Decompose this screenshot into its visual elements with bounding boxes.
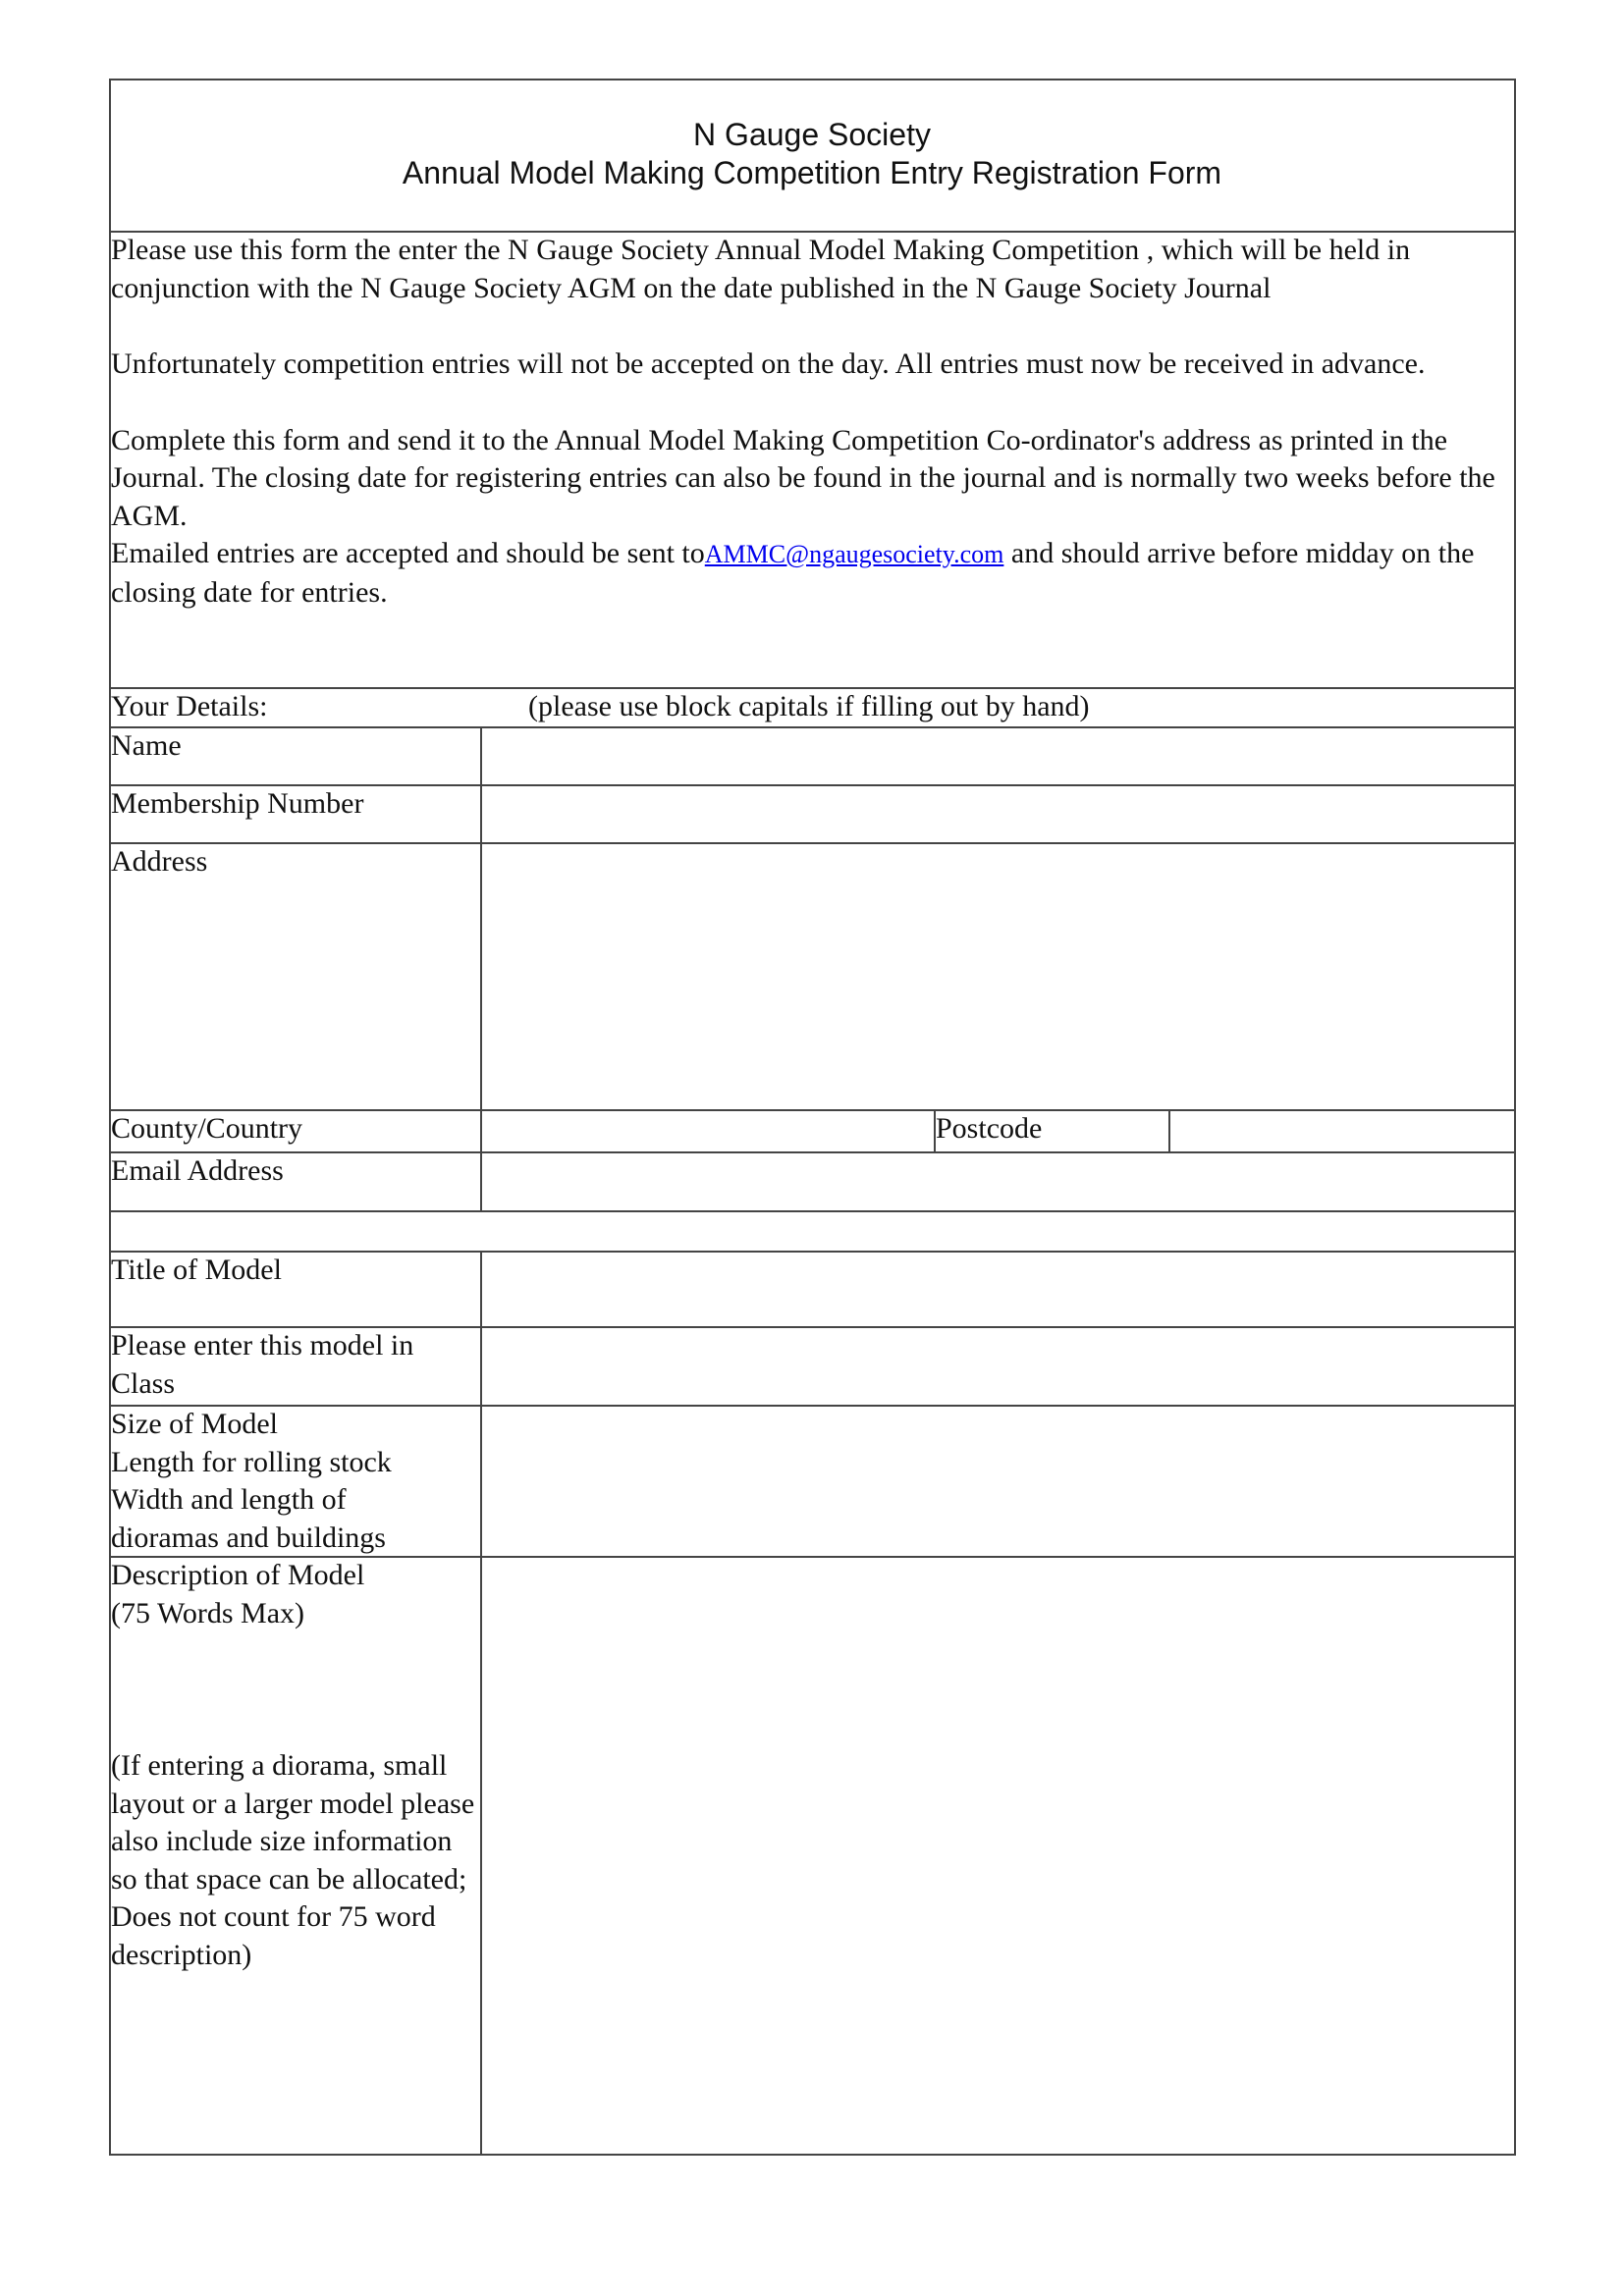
intro-paragraph-3: Complete this form and send it to the Annual Model Making Competition Co-ordinator's address as printed in the Journal. The closing date for registering entries can also be found in the journal and is normally two weeks before the AGM. [111,423,1495,532]
intro-paragraph-1: Please use this form the enter the N Gauge Society Annual Model Making Competition , which will be held in conjunction with the N Gauge Society AGM on the date published in the N Gauge Society Journal [111,234,1411,304]
name-field[interactable] [482,728,1513,783]
your-details-heading: Your Details: [111,690,268,722]
block-capitals-note: (please use block capitals if filling out by hand) [528,690,1090,722]
title-of-model-label: Title of Model [111,1254,282,1286]
address-field[interactable] [482,844,1513,1108]
postcode-label: Postcode [936,1112,1043,1145]
county-country-field[interactable] [482,1111,933,1150]
email-instruction: Emailed entries are accepted and should be sent to [111,537,705,569]
county-country-label: County/Country [111,1112,303,1145]
membership-number-label: Membership Number [111,787,364,820]
description-label: Description of Model (75 Words Max) [111,1559,365,1629]
instructions [111,232,1515,612]
email-address-label: Email Address [111,1154,284,1187]
membership-number-field[interactable] [482,786,1513,841]
address-label: Address [111,845,208,878]
class-field[interactable] [482,1328,1513,1404]
society-name: N Gauge Society [693,117,931,152]
intro-paragraph-4 [111,535,1515,612]
class-label: Please enter this model in Class [111,1329,414,1400]
size-of-model-label: Size of Model Length for rolling stock Width and length of dioramas and buildings [111,1408,392,1554]
form-subtitle: Annual Model Making Competition Entry Registration Form [402,155,1222,190]
postcode-field[interactable] [1170,1111,1514,1150]
size-of-model-field[interactable] [482,1407,1513,1555]
name-label: Name [111,729,182,762]
description-note: (If entering a diorama, small layout or a larger model please also include size information so that space can be allocated; Does not count for 75 word description) [111,1749,475,1971]
form-title [109,116,1515,192]
title-of-model-field[interactable] [482,1253,1513,1325]
email-instruction-end: and should arrive before midday on the closing date for entries. [111,537,1475,609]
intro-paragraph-2: Unfortunately competition entries will not be accepted on the day. All entries must now be received in advance. [111,347,1426,380]
email-address-field[interactable] [482,1153,1513,1209]
email-link[interactable]: AMMC@ngaugesociety.com [704,540,1004,568]
description-field[interactable] [482,1558,1513,2153]
